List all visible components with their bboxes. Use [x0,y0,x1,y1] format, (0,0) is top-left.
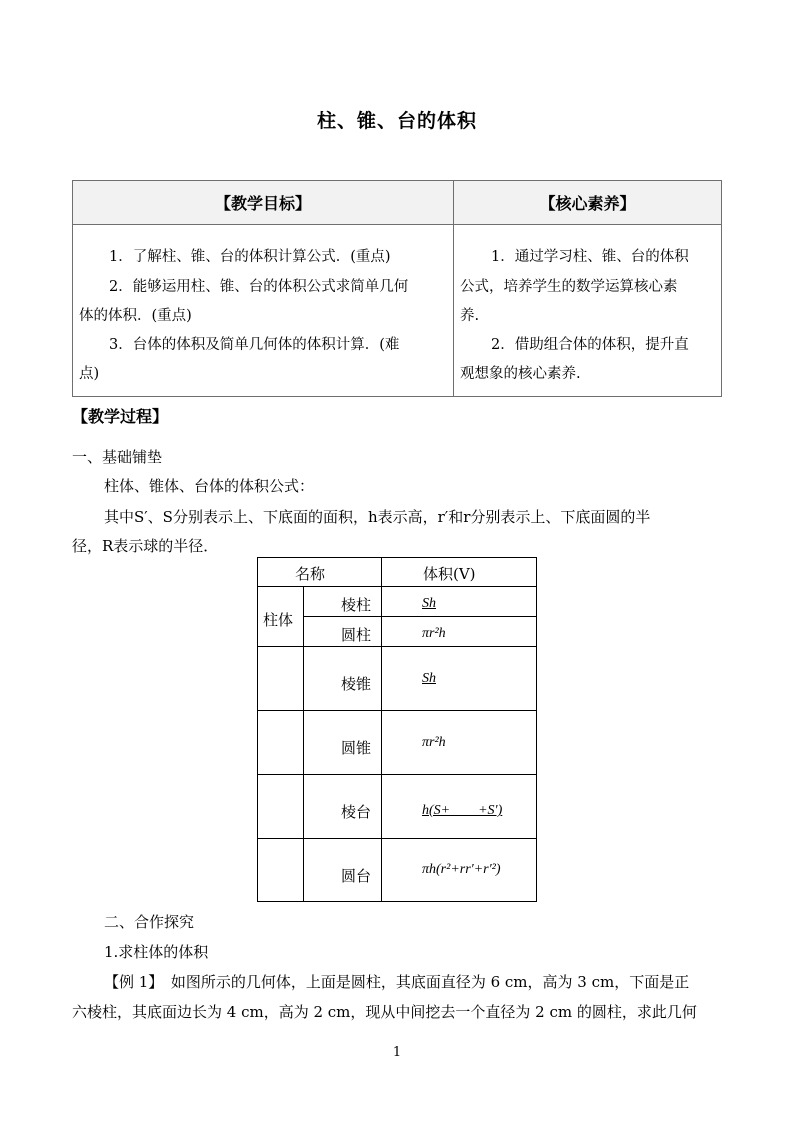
row-formula-frustum: h(S+ +S′) [422,803,503,818]
subsection1-heading: 1.求柱体的体积 [104,943,209,961]
description-line-2: 径，R表示球的半径． [72,537,219,555]
table-divider-vertical [453,181,454,396]
row-formula-cone: πr²h [422,735,446,750]
header-volume: 体积(V) [423,565,476,583]
row-formula-pyramid: Sh [422,671,436,686]
row-name-cylinder: 圆柱 [341,626,372,644]
volume-formula-table [257,557,537,902]
intro-line: 柱体、锥体、台体的体积公式： [104,477,315,495]
row-name-cone: 圆锥 [341,739,372,757]
page-number: 1 [392,1045,402,1060]
objective-line-2: 2．能够运用柱、锥、台的体积公式求简单几何 [109,279,409,295]
row-name-truncated-cone: 圆台 [341,867,372,885]
literacy-line-5: 观想象的核心素养. [460,366,581,382]
objective-line-1: 1．了解柱、锥、台的体积计算公式．(重点) [109,249,391,265]
process-heading: 【教学过程】 [72,407,169,426]
literacy-line-3: 养. [460,308,480,324]
section2-heading: 二、合作探究 [104,913,195,931]
example-text-line-1: 如图所示的几何体，上面是圆柱，其底面直径为 6 cm，高为 3 cm，下面是正 [155,973,690,991]
row-name-frustum: 棱台 [341,803,372,821]
core-literacy-header: 【核心素养】 [454,181,721,224]
example-label: 【例 1】 [104,973,156,991]
table-divider-horizontal [73,224,721,225]
objective-line-5: 点) [79,366,100,382]
objective-line-4: 3．台体的体积及简单几何体的体积计算．(难 [109,337,400,353]
row-name-prism: 棱柱 [341,596,372,614]
example-1 [104,971,689,993]
row-formula-truncated-cone: πh(r²+rr′+r′²) [422,862,501,877]
row-formula-prism: Sh [422,596,436,611]
description-line-1: 其中S′、S分别表示上、下底面的面积，h表示高，r′和r分别表示上、下底面圆的半 [104,508,651,526]
literacy-line-2: 公式，培养学生的数学运算核心素 [460,279,678,295]
row-formula-cylinder: πr²h [422,626,446,641]
group-prism: 柱体 [263,611,294,629]
section1-heading: 一、基础铺垫 [72,448,163,466]
literacy-line-1: 1．通过学习柱、锥、台的体积 [491,249,689,265]
row-name-pyramid: 棱锥 [341,675,372,693]
page-title: 柱、锥、台的体积 [316,110,477,132]
objectives-header: 【教学目标】 [73,181,453,224]
objective-line-3: 体的体积．(重点) [79,308,192,324]
literacy-line-4: 2．借助组合体的体积，提升直 [491,337,689,353]
objectives-table [72,180,722,397]
header-name: 名称 [295,565,326,583]
example-text-line-2: 六棱柱，其底面边长为 4 cm，高为 2 cm，现从中间挖去一个直径为 2 cm 的圆柱，求此几何 [72,1003,697,1021]
